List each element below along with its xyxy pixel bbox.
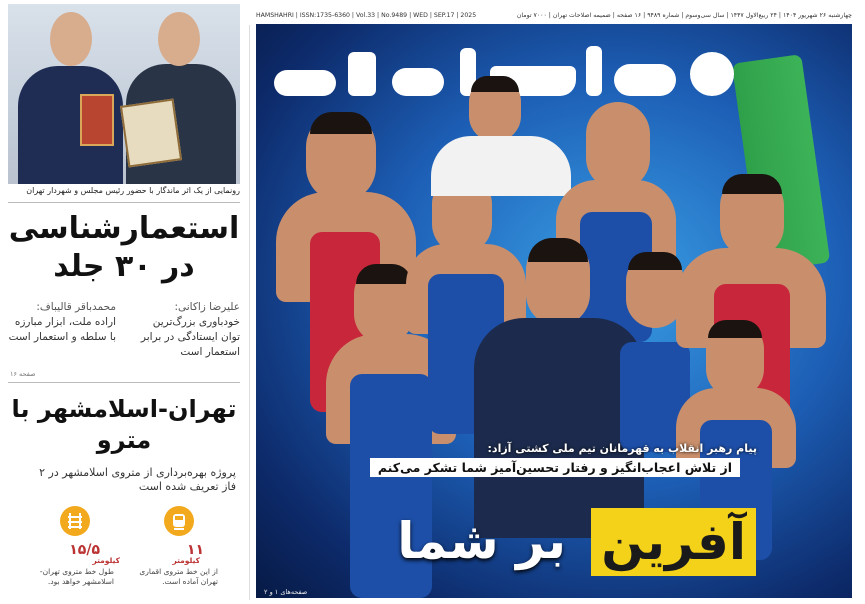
headline-part-white: بر شما <box>397 512 566 570</box>
column-divider <box>249 25 250 600</box>
stat-metro-unit: کیلومتر <box>172 556 200 565</box>
divider <box>8 382 240 383</box>
headline-quote[interactable]: از تلاش اعجاب‌انگیز و رفتار تحسین‌آمیز شما تشکر می‌کنم <box>370 458 740 477</box>
metro-subtext: پروژه بهره‌برداری از متروی اسلامشهر در ۲ فاز تعریف شده است <box>39 466 236 493</box>
stat-rail-desc: طول خط متروی تهران- اسلامشهر خواهد بود. <box>39 567 114 586</box>
book-red <box>80 94 114 146</box>
dateline <box>256 10 852 22</box>
divider <box>8 202 240 203</box>
rail-track-icon <box>60 506 90 536</box>
person-left-head <box>50 12 92 66</box>
stat-metro-desc: از این خط متروی اقماری تهران آماده است. <box>139 567 218 586</box>
person-right-head <box>158 12 200 66</box>
page-ref-1: صفحه ۱۶ <box>10 370 36 378</box>
headline-kicker: پیام رهبر انقلاب به قهرمانان تیم ملی کشتی آزاد: <box>487 442 757 455</box>
metro-train-icon <box>164 506 194 536</box>
main-headline[interactable] <box>356 494 756 594</box>
dateline-latin: HAMSHAHRI | ISSN:1735-6360 | Vol.33 | No.9489 | WED | SEP.17 | 2025 <box>256 12 477 19</box>
quote-zakani <box>132 300 240 360</box>
cover-page-ref: صفحه‌های ۱ و ۲ <box>264 588 308 596</box>
headline-part-yellow: آفرین <box>591 508 756 576</box>
front-sidebar <box>8 4 240 600</box>
photo-caption: رونمایی از یک اثر ماندگار با حضور رئیس مجلس و شهردار تهران <box>26 186 240 195</box>
sidebar-headline-1[interactable]: استعمارشناسی در ۳۰ جلد <box>8 211 240 284</box>
quote-ghalibaf-name: محمدباقر قالیباف: <box>36 301 116 313</box>
sidebar-headline-2[interactable]: تهران-اسلامشهر با مترو <box>11 395 237 454</box>
logo-stroke <box>614 64 676 96</box>
stat-rail-unit: کیلومتر <box>92 556 120 565</box>
quote-zakani-text: خودباوری بزرگ‌ترین توان ایستادگی در برابر استعمار است <box>140 316 240 358</box>
logo-stroke <box>348 52 376 96</box>
stat-metro-value: ۱۱ <box>186 542 204 558</box>
logo-stroke <box>274 70 336 96</box>
quote-ghalibaf-text: اراده ملت، ابزار مبارزه با سلطه و استعمار است <box>8 316 116 343</box>
coach-figure <box>431 76 571 196</box>
stat-rail-value: ۱۵/۵ <box>69 542 100 558</box>
dateline-persian: چهارشنبه ۲۶ شهریور ۱۴۰۴ | ۲۴ ربیع‌الاول ۱۴۴۷ | سال سی‌وسوم | شماره ۹۴۸۹ | ۱۶ صفحه | ضمیمه اصلاحات تهران | ۷۰۰۰ تومان <box>516 12 852 19</box>
quote-ghalibaf <box>8 300 116 345</box>
logo-stroke <box>586 46 602 96</box>
cover-photo <box>256 24 852 598</box>
ceremony-photo <box>8 4 240 184</box>
logo-stroke <box>690 52 734 96</box>
quote-zakani-name: علیرضا زاکانی: <box>174 301 240 313</box>
book-cream <box>120 99 182 168</box>
